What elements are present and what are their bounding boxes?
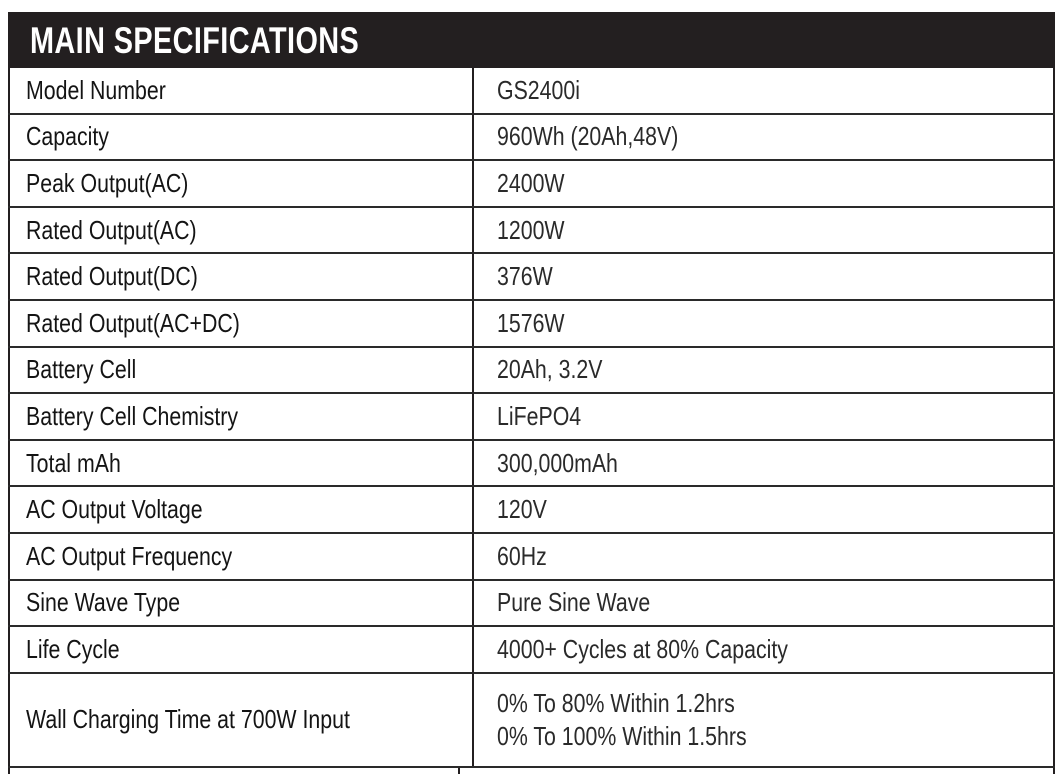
table-row <box>9 253 1054 300</box>
spec-label: Sine Wave Type <box>9 580 473 627</box>
spec-label: Peak Output(AC) <box>9 160 473 207</box>
table-row <box>9 673 1054 767</box>
spec-label: Life Cycle <box>9 626 473 673</box>
spec-value: 2400W <box>473 160 1054 207</box>
spec-value-line: 0% To 100% Within 1.5hrs <box>497 720 747 751</box>
table-row <box>9 626 1054 673</box>
spec-value: 20Ah, 3.2V <box>473 347 1054 394</box>
table-row <box>9 486 1054 533</box>
table-row <box>9 580 1054 627</box>
table-row <box>9 347 1054 394</box>
spec-value: 4000+ Cycles at 80% Capacity <box>473 626 1054 673</box>
table-row <box>9 533 1054 580</box>
table-row <box>9 300 1054 347</box>
spec-label: Rated Output(AC+DC) <box>9 300 473 347</box>
spec-value: 120V <box>473 486 1054 533</box>
spec-value: 1200W <box>473 207 1054 254</box>
specifications-header <box>8 12 1055 68</box>
spec-value: 376W <box>473 253 1054 300</box>
table-row <box>9 440 1054 487</box>
table-row <box>9 114 1054 161</box>
specifications-table <box>8 68 1055 768</box>
spec-value: LiFePO4 <box>473 393 1054 440</box>
spec-value: Pure Sine Wave <box>473 580 1054 627</box>
spec-label: Model Number <box>9 68 473 114</box>
spec-label: Total mAh <box>9 440 473 487</box>
spec-value-line: 0% To 80% Within 1.2hrs <box>497 687 735 718</box>
spec-value: 300,000mAh <box>473 440 1054 487</box>
table-row <box>9 160 1054 207</box>
spec-label: Capacity <box>9 114 473 161</box>
specifications-sheet <box>8 12 1055 774</box>
spec-label: Battery Cell <box>9 347 473 394</box>
spec-value: GS2400i <box>473 68 1054 114</box>
table-row <box>9 68 1054 114</box>
spec-value: 960Wh (20Ah,48V) <box>473 114 1054 161</box>
spec-label: Rated Output(DC) <box>9 253 473 300</box>
spec-value: 1576W <box>473 300 1054 347</box>
spec-label: Battery Cell Chemistry <box>9 393 473 440</box>
spec-label: Rated Output(AC) <box>9 207 473 254</box>
spec-label: AC Output Frequency <box>9 533 473 580</box>
spec-value: 60Hz <box>473 533 1054 580</box>
table-row <box>9 207 1054 254</box>
spec-label: AC Output Voltage <box>9 486 473 533</box>
spec-label: Wall Charging Time at 700W Input <box>9 673 473 767</box>
page-title: MAIN SPECIFICATIONS <box>30 20 360 61</box>
table-row <box>9 393 1054 440</box>
spec-value <box>473 673 1054 767</box>
